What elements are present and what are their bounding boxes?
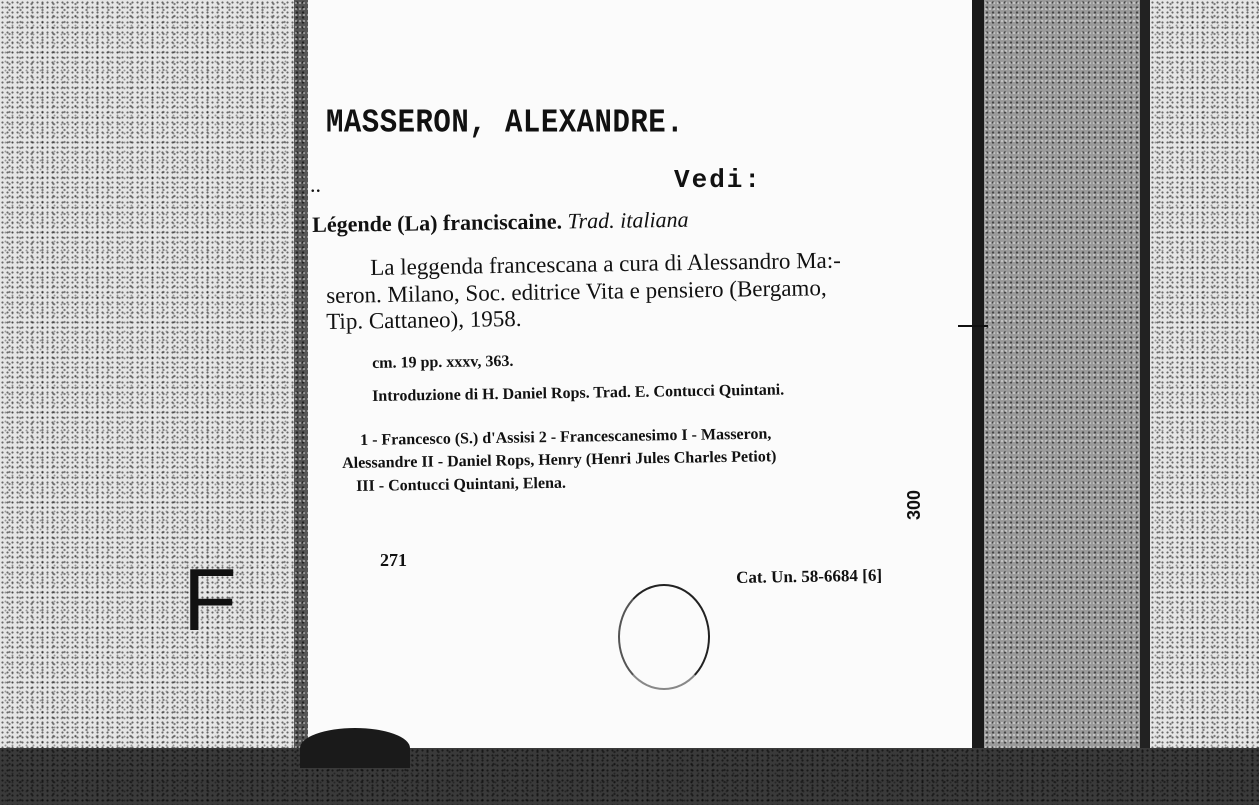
card-right-border (972, 0, 1150, 748)
card-title: Légende (La) franciscaine. (312, 208, 563, 237)
scan-right-margin (1150, 0, 1259, 748)
margin-letter: F (183, 550, 237, 649)
subject-line-2: Alessandre II - Daniel Rops, Henry (Henri Jules Charles Petiot) (342, 448, 777, 472)
catalog-card (308, 0, 972, 748)
card-body-line-1: La leggenda francescana a cura di Alessandro Ma:- (370, 247, 841, 280)
card-body-line-3: Tip. Cattaneo), 1958. (326, 305, 522, 334)
see-label: Vedi: (674, 165, 763, 195)
scan-left-margin (0, 0, 300, 748)
card-title-translation: Trad. italiana (567, 206, 689, 234)
card-rod-shadow (300, 728, 410, 768)
call-number: 271 (380, 550, 407, 570)
card-title-line (312, 207, 689, 238)
physical-description: cm. 19 pp. xxxv, 363. (372, 352, 514, 372)
catalog-number: Cat. Un. 58-6684 [6] (736, 565, 883, 587)
card-body-line-2: seron. Milano, Soc. editrice Vita e pensiero (Bergamo, (326, 275, 827, 308)
subject-line-1: 1 - Francesco (S.) d'Assisi 2 - Francescanesimo I - Masseron, (360, 425, 772, 449)
introduction-note: Introduzione di H. Daniel Rops. Trad. E. Contucci Quintani. (372, 381, 785, 405)
scan-bottom-strip (0, 748, 1259, 805)
subject-line-3: III - Contucci Quintani, Elena. (356, 474, 567, 495)
card-left-border (294, 0, 308, 748)
card-dots: .. (310, 172, 321, 197)
card-dash-mark (958, 325, 988, 327)
card-heading: MASSERON, ALEXANDRE. (326, 104, 685, 142)
vertical-mark: 300 (904, 489, 924, 520)
card-punch-hole (618, 584, 710, 690)
